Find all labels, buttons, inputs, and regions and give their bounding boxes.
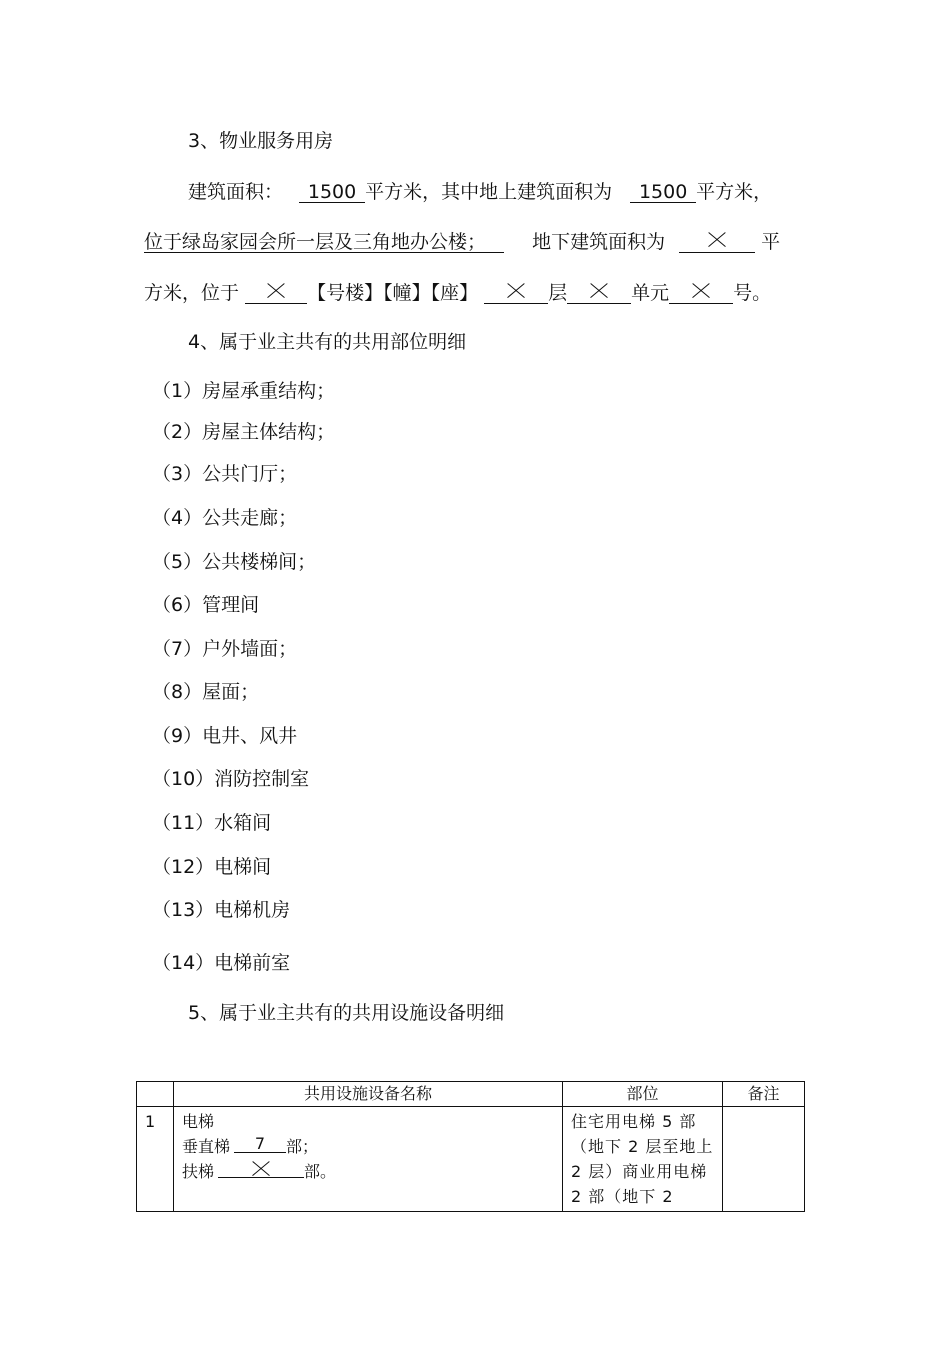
list-item: （9）电井、风井 — [152, 725, 298, 747]
building-number-value — [245, 281, 307, 304]
list-item: （14）电梯前室 — [152, 952, 291, 974]
list-item: （1）房屋承重结构； — [152, 380, 336, 402]
header-no — [137, 1082, 174, 1107]
room-number-value — [669, 281, 733, 304]
cross-mark-icon — [590, 283, 608, 299]
building-type-label: 【号楼】【幢】【座】 — [307, 282, 479, 304]
escalator-label: 扶梯 — [182, 1162, 215, 1181]
row-number: 1 — [145, 1112, 156, 1131]
list-item: （5）公共楼梯间； — [152, 551, 317, 573]
list-item: （6）管理间 — [152, 594, 260, 616]
table-row — [137, 1107, 805, 1212]
unit-label: 单元 — [631, 282, 670, 304]
facility-location: 住宅用电梯 5 部（地下 2 层至地上 2 层）商业用电梯 2 部（地下 2 — [571, 1112, 714, 1206]
header-name: 共用设施设备名称 — [174, 1082, 563, 1107]
location-cell — [563, 1107, 723, 1212]
escalator-line — [174, 1157, 562, 1186]
building-area-label: 建筑面积： — [188, 181, 284, 203]
section-3-title: 3、物业服务用房 — [188, 130, 334, 152]
section-4-title: 4、属于业主共有的共用部位明细 — [188, 331, 467, 353]
vertical-elevator-unit: 部； — [286, 1137, 319, 1156]
location-line — [144, 230, 780, 254]
underground-location-line — [144, 281, 771, 305]
unit-value — [567, 281, 631, 304]
list-item: （10）消防控制室 — [152, 768, 310, 790]
facility-name: 电梯 — [182, 1112, 215, 1131]
underground-area-unit: 平 — [761, 231, 781, 253]
list-item: （3）公共门厅； — [152, 463, 298, 485]
list-item: （2）房屋主体结构； — [152, 421, 336, 443]
facility-remark — [723, 1107, 804, 1111]
list-item: （11）水箱间 — [152, 812, 272, 834]
vertical-elevator-label: 垂直梯 — [182, 1137, 231, 1156]
list-item: （12）电梯间 — [152, 856, 272, 878]
escalator-unit: 部。 — [304, 1162, 337, 1181]
list-item: （7）户外墙面； — [152, 638, 298, 660]
floor-value — [484, 281, 548, 304]
cross-mark-icon — [267, 283, 285, 299]
building-area-unit: 平方米， — [696, 181, 773, 203]
header-location: 部位 — [563, 1082, 723, 1107]
cross-mark-icon — [507, 283, 525, 299]
list-item: （8）屋面； — [152, 681, 260, 703]
facilities-table — [136, 1081, 805, 1212]
cross-mark-icon — [708, 232, 726, 248]
header-remark: 备注 — [723, 1082, 805, 1107]
row-number-cell — [137, 1107, 174, 1212]
underground-area-label: 地下建筑面积为 — [532, 231, 666, 253]
building-area-line — [188, 180, 772, 204]
room-number-label: 号。 — [733, 282, 772, 304]
vertical-elevator-count: 7 — [234, 1134, 286, 1153]
building-area-total: 1500 — [299, 180, 365, 203]
list-item: （13）电梯机房 — [152, 899, 291, 921]
section-5-title: 5、属于业主共有的共用设施设备明细 — [188, 1002, 505, 1024]
escalator-count — [218, 1159, 304, 1178]
floor-label: 层 — [548, 282, 568, 304]
table-header-row — [137, 1082, 805, 1107]
building-area-above: 1500 — [630, 180, 696, 203]
cross-mark-icon — [692, 283, 710, 299]
list-item: （4）公共走廊； — [152, 507, 298, 529]
cross-mark-icon — [252, 1161, 270, 1177]
underground-location-label: 方米，位于 — [144, 282, 240, 304]
building-area-text: 平方米，其中地上建筑面积为 — [365, 181, 613, 203]
location-above: 位于绿岛家园会所一层及三角地办公楼； — [144, 230, 504, 253]
underground-area-value — [679, 230, 755, 253]
remark-cell — [723, 1107, 805, 1212]
name-cell — [174, 1107, 563, 1212]
